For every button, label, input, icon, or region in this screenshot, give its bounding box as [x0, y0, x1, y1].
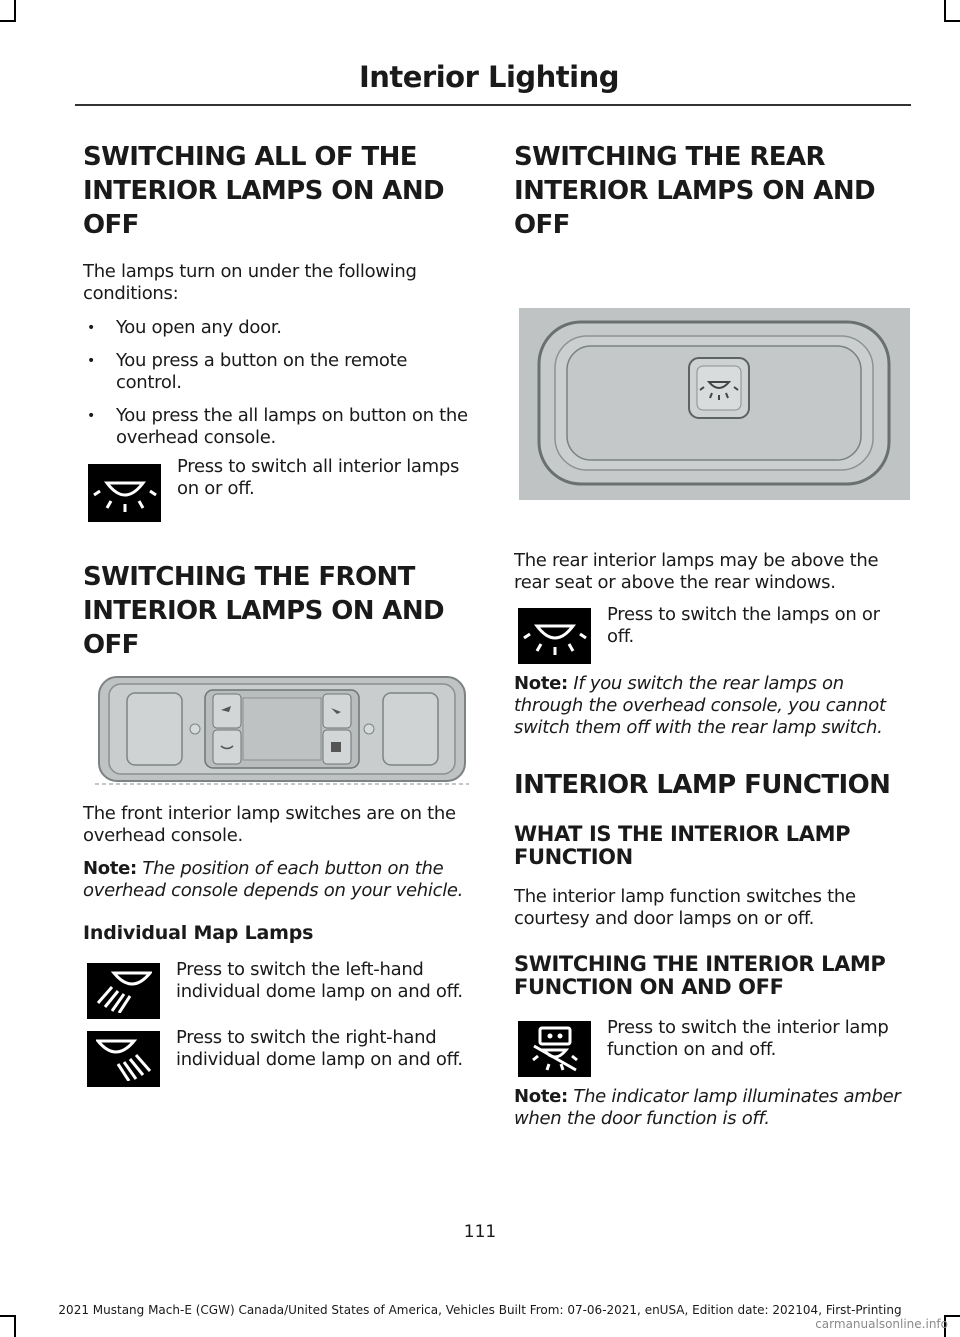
door-function-instruction: Press to switch the interior lamp function on and off. [607, 1017, 889, 1060]
left-map-lamp-row [87, 959, 477, 1019]
section-heading-front-lamps [83, 560, 477, 662]
note-text: The position of each button on the overhead console depends on your vehicle. [83, 858, 464, 901]
edition-info: 2021 Mustang Mach-E (CGW) Canada/United States of America, Vehicles Built From: 07-06-2021, enUSA, Edition date: 202104, First-Printing [58, 1303, 902, 1317]
heading-line: SWITCHING ALL OF THE [83, 142, 417, 172]
heading-line: SWITCHING THE REAR [514, 142, 825, 172]
door-function-row [518, 1017, 908, 1077]
heading-line: SWITCHING THE FRONT [83, 562, 415, 592]
all-lamps-row [88, 456, 477, 522]
left-map-lamp-icon [87, 963, 160, 1019]
right-map-lamp-instruction: Press to switch the right-hand individual dome lamp on and off. [176, 1027, 463, 1070]
rear-lamps-note [514, 673, 908, 739]
right-map-lamp-icon [87, 1031, 160, 1087]
section-heading-rear-lamps [514, 140, 908, 242]
map-lamps-subheading: Individual Map Lamps [83, 922, 314, 944]
crop-mark [14, 0, 16, 22]
overhead-console-illustration [95, 674, 469, 786]
dome-lamp-icon [88, 464, 161, 522]
front-lamps-description: The front interior lamp switches are on the overhead console. [83, 803, 456, 846]
heading-line: INTERIOR LAMPS ON AND OFF [514, 176, 875, 240]
page-header-title: Interior Lighting [358, 60, 619, 94]
list-item: • You press the all lamps on button on the overhead console. [83, 405, 477, 449]
subheading-what-is-function: WHAT IS THE INTERIOR LAMP FUNCTION [514, 822, 851, 869]
note-text: The indicator lamp illuminates amber when the door function is off. [514, 1086, 901, 1129]
crop-mark [14, 1315, 16, 1337]
note-text: If you switch the rear lamps on through the overhead console, you cannot switch them off with the rear lamp switch. [514, 673, 886, 738]
crop-mark [946, 20, 960, 22]
rear-lamps-row [518, 604, 908, 664]
header-divider [75, 104, 911, 106]
heading-line: INTERIOR LAMPS ON AND OFF [83, 596, 444, 660]
left-column [83, 140, 477, 1087]
all-lamps-instruction: Press to switch all interior lamps on or off. [177, 456, 460, 499]
list-item: • You open any door. [83, 317, 477, 339]
door-lamp-function-icon [518, 1021, 591, 1077]
crop-mark [0, 20, 14, 22]
rear-lamp-switch-illustration [519, 308, 910, 500]
note-label: Note: [514, 1086, 568, 1107]
rear-lamps-instruction: Press to switch the lamps on or off. [607, 604, 880, 647]
dome-lamp-icon [518, 608, 591, 664]
conditions-list [83, 317, 477, 449]
door-function-note [514, 1086, 908, 1130]
right-map-lamp-row [87, 1027, 477, 1087]
page-number: 111 [463, 1222, 497, 1242]
left-map-lamp-instruction: Press to switch the left-hand individual dome lamp on and off. [176, 959, 463, 1002]
front-lamps-note [83, 858, 477, 902]
heading-line: INTERIOR LAMPS ON AND OFF [83, 176, 444, 240]
section-heading-all-lamps [83, 140, 477, 242]
watermark: carmanualsonline.info [815, 1317, 948, 1331]
list-item: • You press a button on the remote control. [83, 350, 477, 394]
lamp-function-description: The interior lamp function switches the courtesy and door lamps on or off. [514, 886, 856, 929]
rear-lamps-description: The rear interior lamps may be above the rear seat or above the rear windows. [514, 550, 879, 593]
right-column [514, 140, 908, 1130]
section-heading-lamp-function: INTERIOR LAMP FUNCTION [514, 770, 891, 800]
crop-mark [944, 0, 946, 22]
subheading-switching-function: SWITCHING THE INTERIOR LAMP FUNCTION ON AND OFF [514, 952, 886, 999]
conditions-intro: The lamps turn on under the following conditions: [83, 261, 417, 304]
note-label: Note: [83, 858, 137, 879]
note-label: Note: [514, 673, 568, 694]
